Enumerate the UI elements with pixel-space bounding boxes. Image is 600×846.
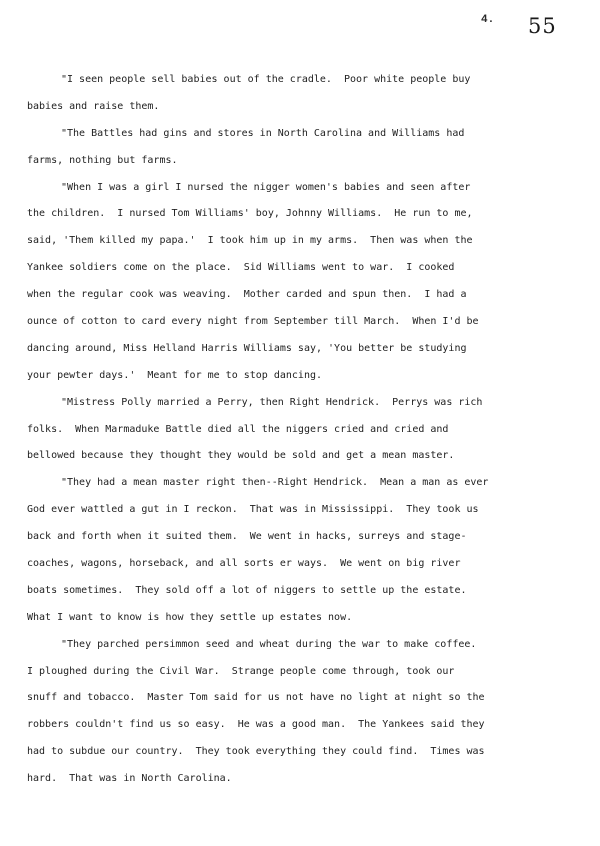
text-line: the children. I nursed Tom Williams' boy, Johnny Williams. He run to me, (27, 208, 473, 220)
text-line: "They had a mean master right then--Right Hendrick. Mean a man as ever (61, 477, 489, 489)
text-line: robbers couldn't find us so easy. He was a good man. The Yankees said they (27, 719, 485, 731)
text-line: hard. That was in North Carolina. (27, 773, 232, 785)
text-line: dancing around, Miss Helland Harris Williams say, 'You better be studying (27, 342, 467, 354)
text-line: What I want to know is how they settle up estates now. (27, 611, 353, 623)
text-line: farms, nothing but farms. (27, 154, 178, 166)
text-line: ounce of cotton to card every night from September till March. When I'd be (27, 316, 479, 328)
text-line: "Mistress Polly married a Perry, then Right Hendrick. Perrys was rich (61, 396, 483, 408)
text-line: bellowed because they thought they would be sold and get a mean master. (27, 450, 455, 462)
text-line: your pewter days.' Meant for me to stop dancing. (27, 369, 323, 381)
text-line: folks. When Marmaduke Battle died all the niggers cried and cried and (27, 423, 449, 435)
typed-page-number: 4. (481, 14, 495, 26)
text-line: "They parched persimmon seed and wheat during the war to make coffee. (61, 638, 477, 650)
text-line: snuff and tobacco. Master Tom said for us not have no light at night so the (27, 692, 485, 704)
text-line: "The Battles had gins and stores in North Carolina and Williams had (61, 127, 465, 139)
text-line: I ploughed during the Civil War. Strange people come through, took our (27, 665, 455, 677)
text-line: "When I was a girl I nursed the nigger women's babies and seen after (61, 181, 471, 193)
narrative-text (27, 67, 527, 793)
text-line: boats sometimes. They sold off a lot of niggers to settle up the estate. (27, 584, 467, 596)
stamped-page-number: 55 (528, 14, 557, 38)
text-line: Yankee soldiers come on the place. Sid Williams went to war. I cooked (27, 262, 455, 274)
text-line: when the regular cook was weaving. Mother carded and spun then. I had a (27, 289, 467, 301)
text-line: "I seen people sell babies out of the cradle. Poor white people buy (61, 74, 471, 85)
text-line: said, 'Them killed my papa.' I took him up in my arms. Then was when the (27, 235, 473, 247)
text-line: had to subdue our country. They took everything they could find. Times was (27, 746, 485, 758)
text-line: babies and raise them. (27, 100, 160, 112)
text-line: back and forth when it suited them. We went in hacks, surreys and stage- (27, 531, 467, 543)
text-line: coaches, wagons, horseback, and all sorts er ways. We went on big river (27, 558, 461, 570)
text-line: God ever wattled a gut in I reckon. That was in Mississippi. They took us (27, 504, 479, 516)
